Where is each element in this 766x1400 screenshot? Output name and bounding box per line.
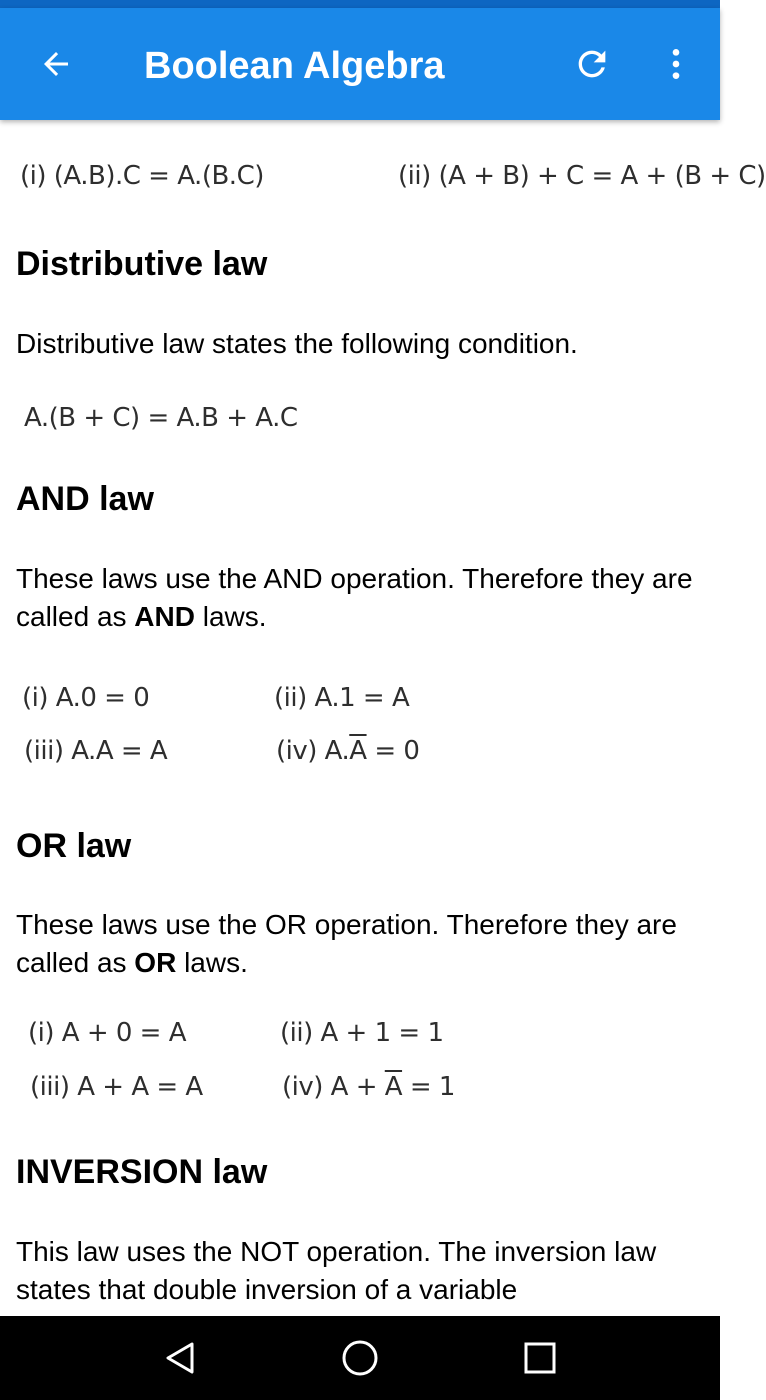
distributive-law-heading: Distributive law (16, 245, 268, 283)
or-law-text-part: These laws use the OR operation. Therefore they are called as (16, 909, 677, 978)
more-options-button[interactable] (648, 36, 704, 92)
and-law-text-part: laws. (194, 601, 267, 632)
and-formula-3: (iii) A.A = A (24, 736, 168, 766)
and-formula-1: (i) A.0 = 0 (22, 683, 150, 713)
nav-recents-button[interactable] (512, 1330, 568, 1386)
or-formula-4 (282, 1071, 455, 1103)
and-formula-4-complement: $\overline{A}$ (349, 736, 367, 766)
or-law-text (16, 906, 712, 982)
distributive-law-text: Distributive law states the following condition. (16, 328, 578, 359)
inversion-law-heading: INVERSION law (16, 1153, 268, 1191)
or-law-bold-term: OR (134, 947, 177, 978)
associative-formula-2: (ii) (A + B) + C = A + (B + C) (398, 161, 766, 191)
and-law-bold-term: AND (134, 601, 195, 632)
and-law-text (16, 560, 712, 636)
navigation-bar (0, 1316, 720, 1400)
or-formula-4-part: = 1 (402, 1072, 455, 1102)
or-formula-3: (iii) A + A = A (30, 1072, 203, 1102)
and-formula-4 (276, 735, 419, 767)
back-button[interactable] (28, 36, 84, 92)
and-formula-2: (ii) A.1 = A (274, 683, 410, 713)
or-formula-1: (i) A + 0 = A (28, 1018, 187, 1048)
more-vert-icon (656, 44, 696, 84)
refresh-icon (572, 44, 612, 84)
or-law-heading: OR law (16, 827, 132, 865)
inversion-law-text: This law uses the NOT operation. The inversion law states that double inversion of a variable (16, 1236, 657, 1305)
article-content[interactable] (0, 120, 766, 1316)
app-title: Boolean Algebra (144, 45, 445, 87)
status-bar (0, 0, 720, 8)
nav-home-button[interactable] (332, 1330, 388, 1386)
and-formula-4-part: (iv) A. (276, 736, 350, 766)
or-law-text-part: laws. (176, 947, 248, 978)
refresh-button[interactable] (564, 36, 620, 92)
app-bar (0, 8, 720, 120)
or-formula-4-part: (iv) A + (282, 1072, 385, 1102)
distributive-formula: A.(B + C) = A.B + A.C (24, 403, 298, 433)
arrow-left-icon (38, 46, 74, 82)
and-law-heading: AND law (16, 480, 154, 518)
nav-recents-icon (520, 1338, 560, 1378)
associative-formula-1: (i) (A.B).C = A.(B.C) (20, 161, 264, 191)
nav-home-icon (340, 1338, 380, 1378)
or-formula-2: (ii) A + 1 = 1 (280, 1018, 444, 1048)
and-law-text-part: These laws use the AND operation. Therefore they are called as (16, 563, 693, 632)
nav-back-button[interactable] (152, 1330, 208, 1386)
nav-back-icon (160, 1338, 200, 1378)
or-formula-4-complement: $\overline{A}$ (384, 1072, 403, 1102)
and-formula-4-part: = 0 (366, 736, 420, 766)
